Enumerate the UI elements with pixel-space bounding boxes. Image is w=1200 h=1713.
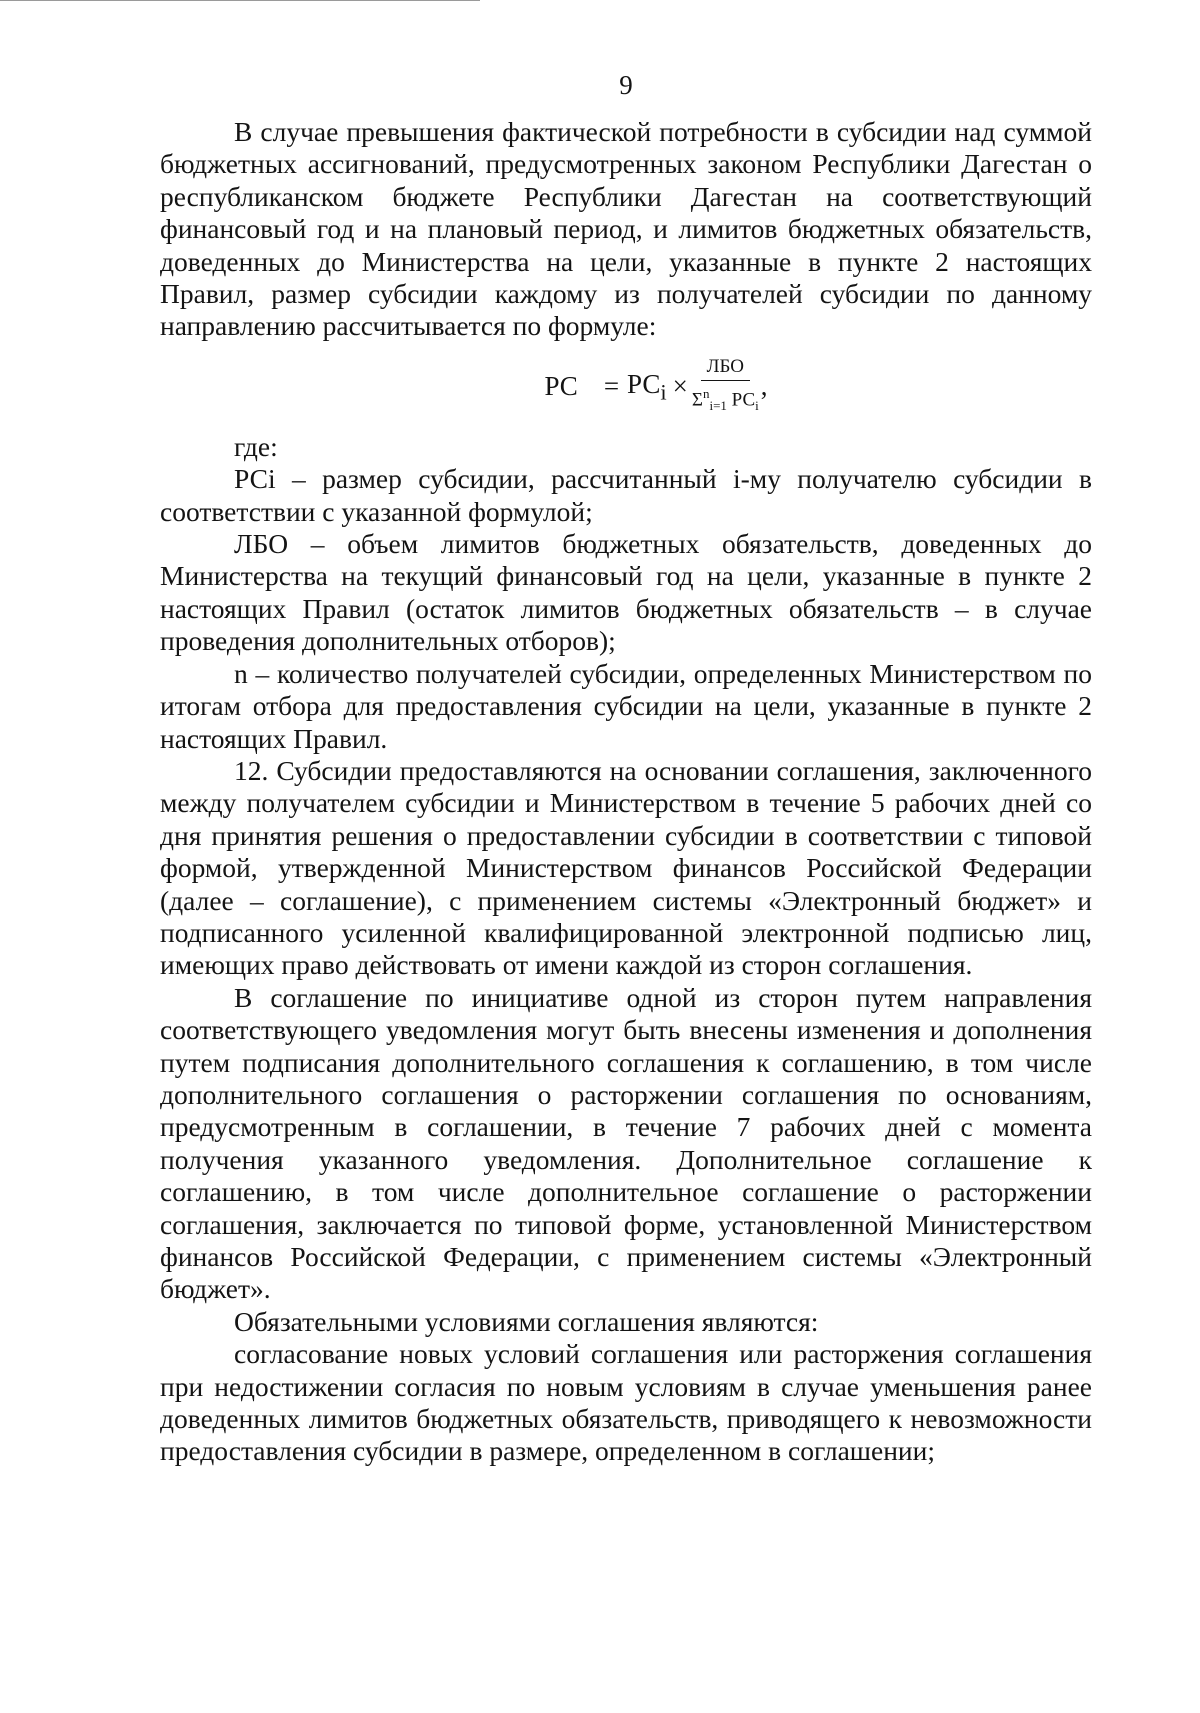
paragraph-coordination: согласование новых условий соглашения или расторжения соглашения при недостижении согласия по новым условиям в случае уменьшения ранее доведенных лимитов бюджетных обязательств, приводящего к невозможности предоставления субсидии в размере, определенном в соглашении; <box>160 1338 1092 1467</box>
subsidy-formula <box>160 343 1092 431</box>
definition-rci: РСi – размер субсидии, рассчитанный i-му получателю субсидии в соответствии с указанной формулой; <box>160 463 1092 527</box>
definition-n: n – количество получателей субсидии, определенных Министерством по итогам отбора для предоставления субсидии на цели, указанные в пункте 2 настоящих Правил. <box>160 657 1092 754</box>
formula-denominator: $\Sigma^n_{i=1}$ $РС_i$ <box>691 386 759 414</box>
paragraph-item-12: 12. Субсидии предоставляются на основании соглашения, заключенного между получателем субсидии и Министерством в течение 5 рабочих дней со дня принятия решения о предоставлении субсидии в соответствии с типовой формой, утвержденной Министерством финансов Российской Федерации (далее – соглашение), с применением системы «Электронный бюджет» и подписанного усиленной квалифицированной электронной подписью лиц, имеющих право действовать от имени каждой из сторон соглашения. <box>160 754 1092 981</box>
formula-numerator: ЛБО <box>701 356 750 381</box>
formula-equals: = <box>603 371 620 402</box>
formula-times: × <box>672 371 688 402</box>
formula-lhs: РС <box>544 371 578 402</box>
scan-edge-line <box>0 0 480 1</box>
paragraph-subsidy-excess: В случае превышения фактической потребности в субсидии над суммой бюджетных ассигнований, предусмотренных законом Республики Дагестан о республиканском бюджете Республики Дагестан на соответствующий финансовый год и на плановый период, и лимитов бюджетных обязательств, доведенных до Министерства на цели, указанные в пункте 2 настоящих Правил, размер субсидии каждому из получателей субсидии по данному направлению рассчитывается по формуле: <box>160 116 1092 342</box>
paragraph-mandatory-conditions: Обязательными условиями соглашения являются: <box>234 1305 819 1337</box>
definition-lbo: ЛБО – объем лимитов бюджетных обязательств, доведенных до Министерства на текущий финансовый год на цели, указанные в пункте 2 настоящих Правил (остаток лимитов бюджетных обязательств – в случае проведения дополнительных отборов); <box>160 528 1092 657</box>
where-label: где: <box>234 430 278 462</box>
formula-comma: , <box>760 371 768 402</box>
paragraph-amendments: В соглашение по инициативе одной из сторон путем направления соответствующего уведомления могут быть внесены изменения и дополнения путем подписания дополнительного соглашения к соглашению, в том числе дополнительного соглашения о расторжении соглашения по основаниям, предусмотренным в соглашении, в течение 7 рабочих дней с момента получения указанного уведомления. Дополнительное соглашение к соглашению, в том числе дополнительное соглашение о расторжении соглашения, заключается по типовой форме, установленной Министерством финансов Российской Федерации, с применением системы «Электронный бюджет». <box>160 981 1092 1305</box>
page-number: 9 <box>619 70 633 100</box>
formula-fraction <box>692 356 759 417</box>
formula-rc-i: $РС_i$ <box>627 368 667 405</box>
